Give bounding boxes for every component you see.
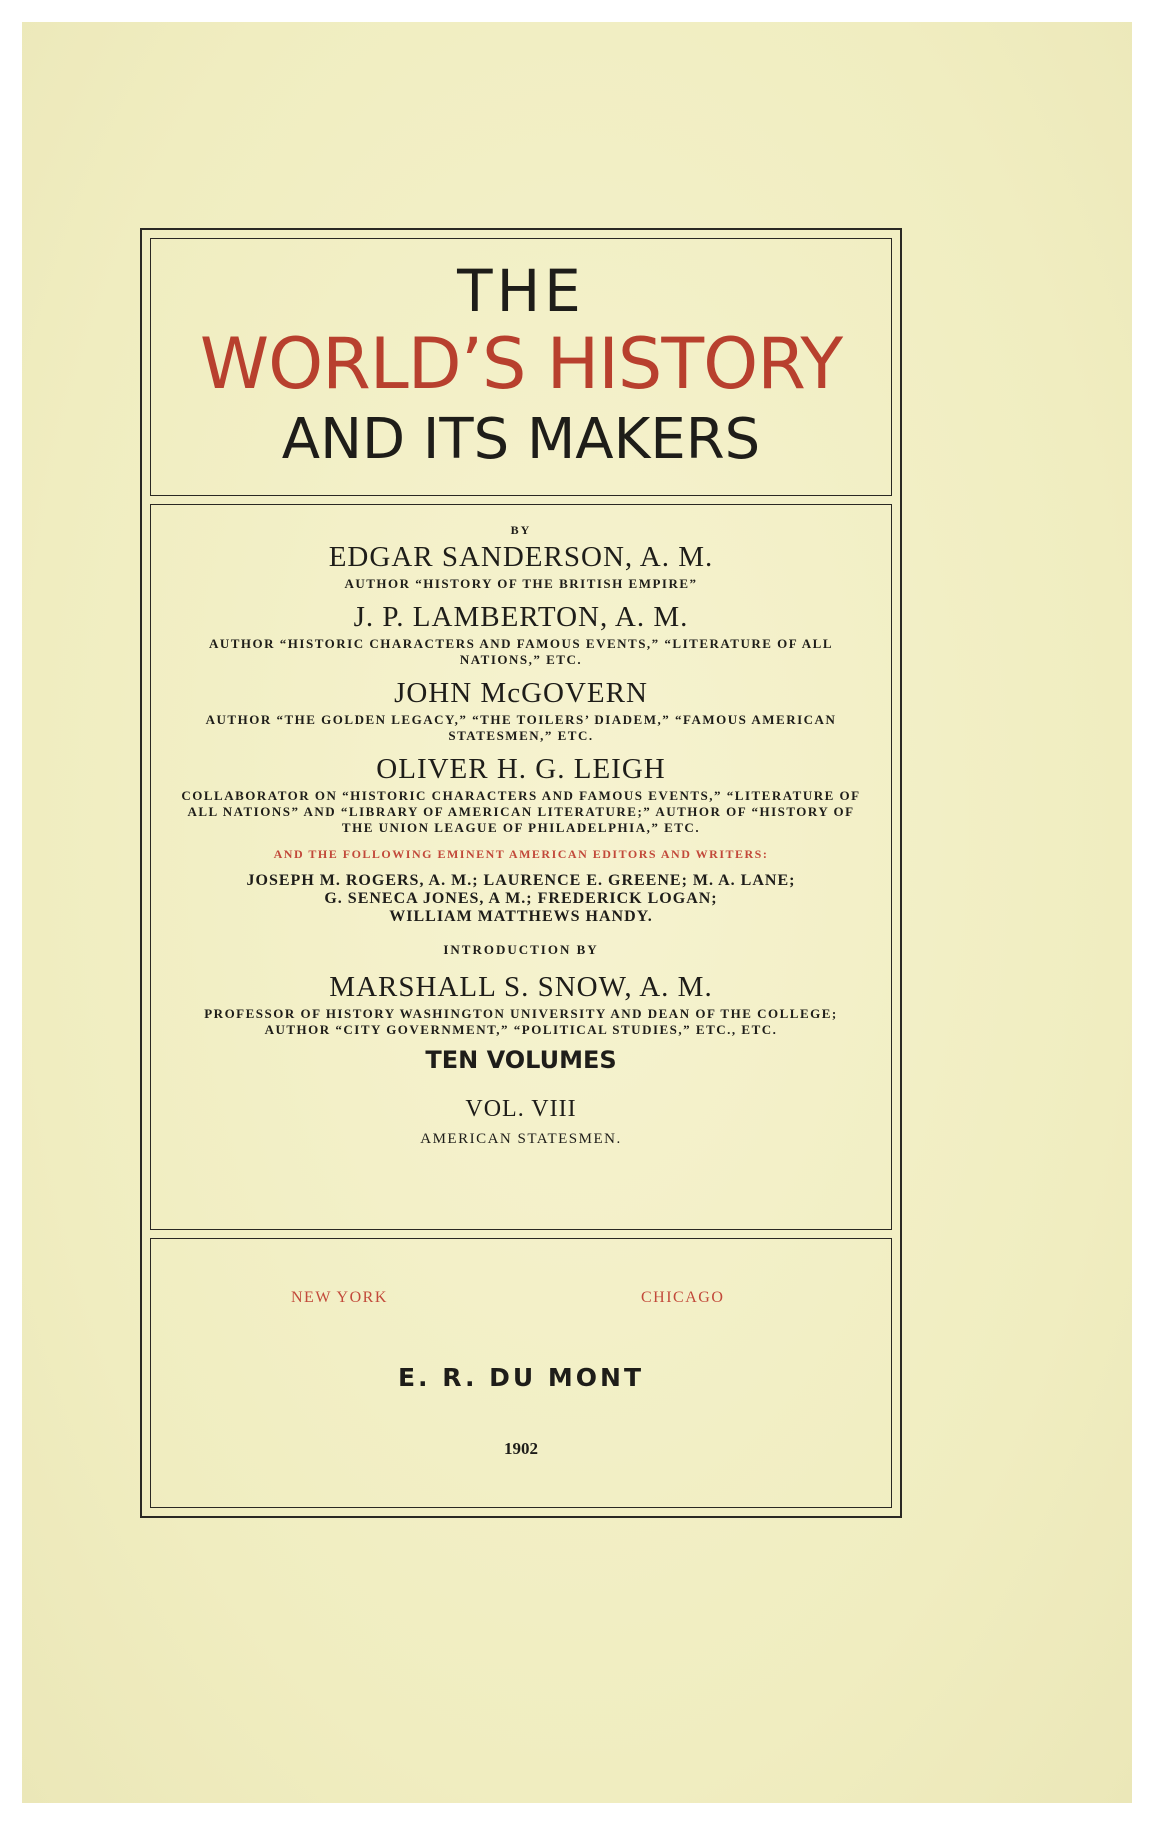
page-border: [140, 228, 902, 1518]
title-line-the: THE: [457, 257, 585, 325]
title-panel: [150, 238, 892, 496]
author-credit: AUTHOR “THE GOLDEN LEGACY,” “THE TOILERS’ DIADEM,” “FAMOUS AMERICAN STATESMEN,” ETC.: [205, 712, 837, 743]
editors-line: WILLIAM MATTHEWS HANDY.: [389, 908, 653, 925]
by-label: BY: [510, 523, 532, 537]
volume-number: VOL. VIII: [465, 1096, 577, 1122]
introduction-label: INTRODUCTION BY: [443, 942, 599, 957]
editors-intro: AND THE FOLLOWING EMINENT AMERICAN EDITORS AND WRITERS:: [273, 847, 769, 861]
editors-line: JOSEPH M. ROGERS, A. M.; LAURENCE E. GREENE; M. A. LANE;: [246, 872, 796, 889]
title-line-main: WORLD’S HISTORY: [199, 323, 843, 405]
editors-line: G. SENECA JONES, A M.; FREDERICK LOGAN;: [324, 890, 718, 907]
city-chicago: CHICAGO: [641, 1289, 725, 1306]
title-line-sub: AND ITS MAKERS: [281, 407, 761, 472]
author-name: J. P. LAMBERTON, A. M.: [353, 601, 689, 633]
publisher: E. R. DU MONT: [397, 1363, 645, 1392]
author-credit: AUTHOR “HISTORIC CHARACTERS AND FAMOUS EVENTS,” “LITERATURE OF ALL NATIONS,” ETC.: [208, 636, 834, 667]
credits-panel: [150, 504, 892, 1230]
volumes-label: TEN VOLUMES: [425, 1046, 617, 1074]
author-name: JOHN McGOVERN: [394, 677, 648, 709]
city-new-york: NEW YORK: [291, 1289, 388, 1306]
introducer-name: MARSHALL S. SNOW, A. M.: [329, 971, 713, 1003]
author-credit: COLLABORATOR ON “HISTORIC CHARACTERS AND FAMOUS EVENTS,” “LITERATURE OF ALL NATIONS” AND “LIBRARY OF AMERICAN LITERATURE;” AUTHOR OF “HISTORY OF THE UNION LEAGUE OF PHILADELPHIA,” ETC.: [181, 788, 861, 835]
author-name: OLIVER H. G. LEIGH: [376, 753, 666, 785]
author-name: EDGAR SANDERSON, A. M.: [328, 541, 714, 573]
volume-subject: AMERICAN STATESMEN.: [420, 1131, 622, 1147]
introducer-credit: PROFESSOR OF HISTORY WASHINGTON UNIVERSITY AND DEAN OF THE COLLEGE; AUTHOR “CITY GOVERNMENT,” “POLITICAL STUDIES,” ETC., ETC.: [204, 1006, 838, 1037]
author-credit: AUTHOR “HISTORY OF THE BRITISH EMPIRE”: [344, 576, 698, 591]
title-page: [22, 22, 1132, 1803]
imprint-panel: [150, 1238, 892, 1508]
publication-year: 1902: [504, 1439, 538, 1458]
